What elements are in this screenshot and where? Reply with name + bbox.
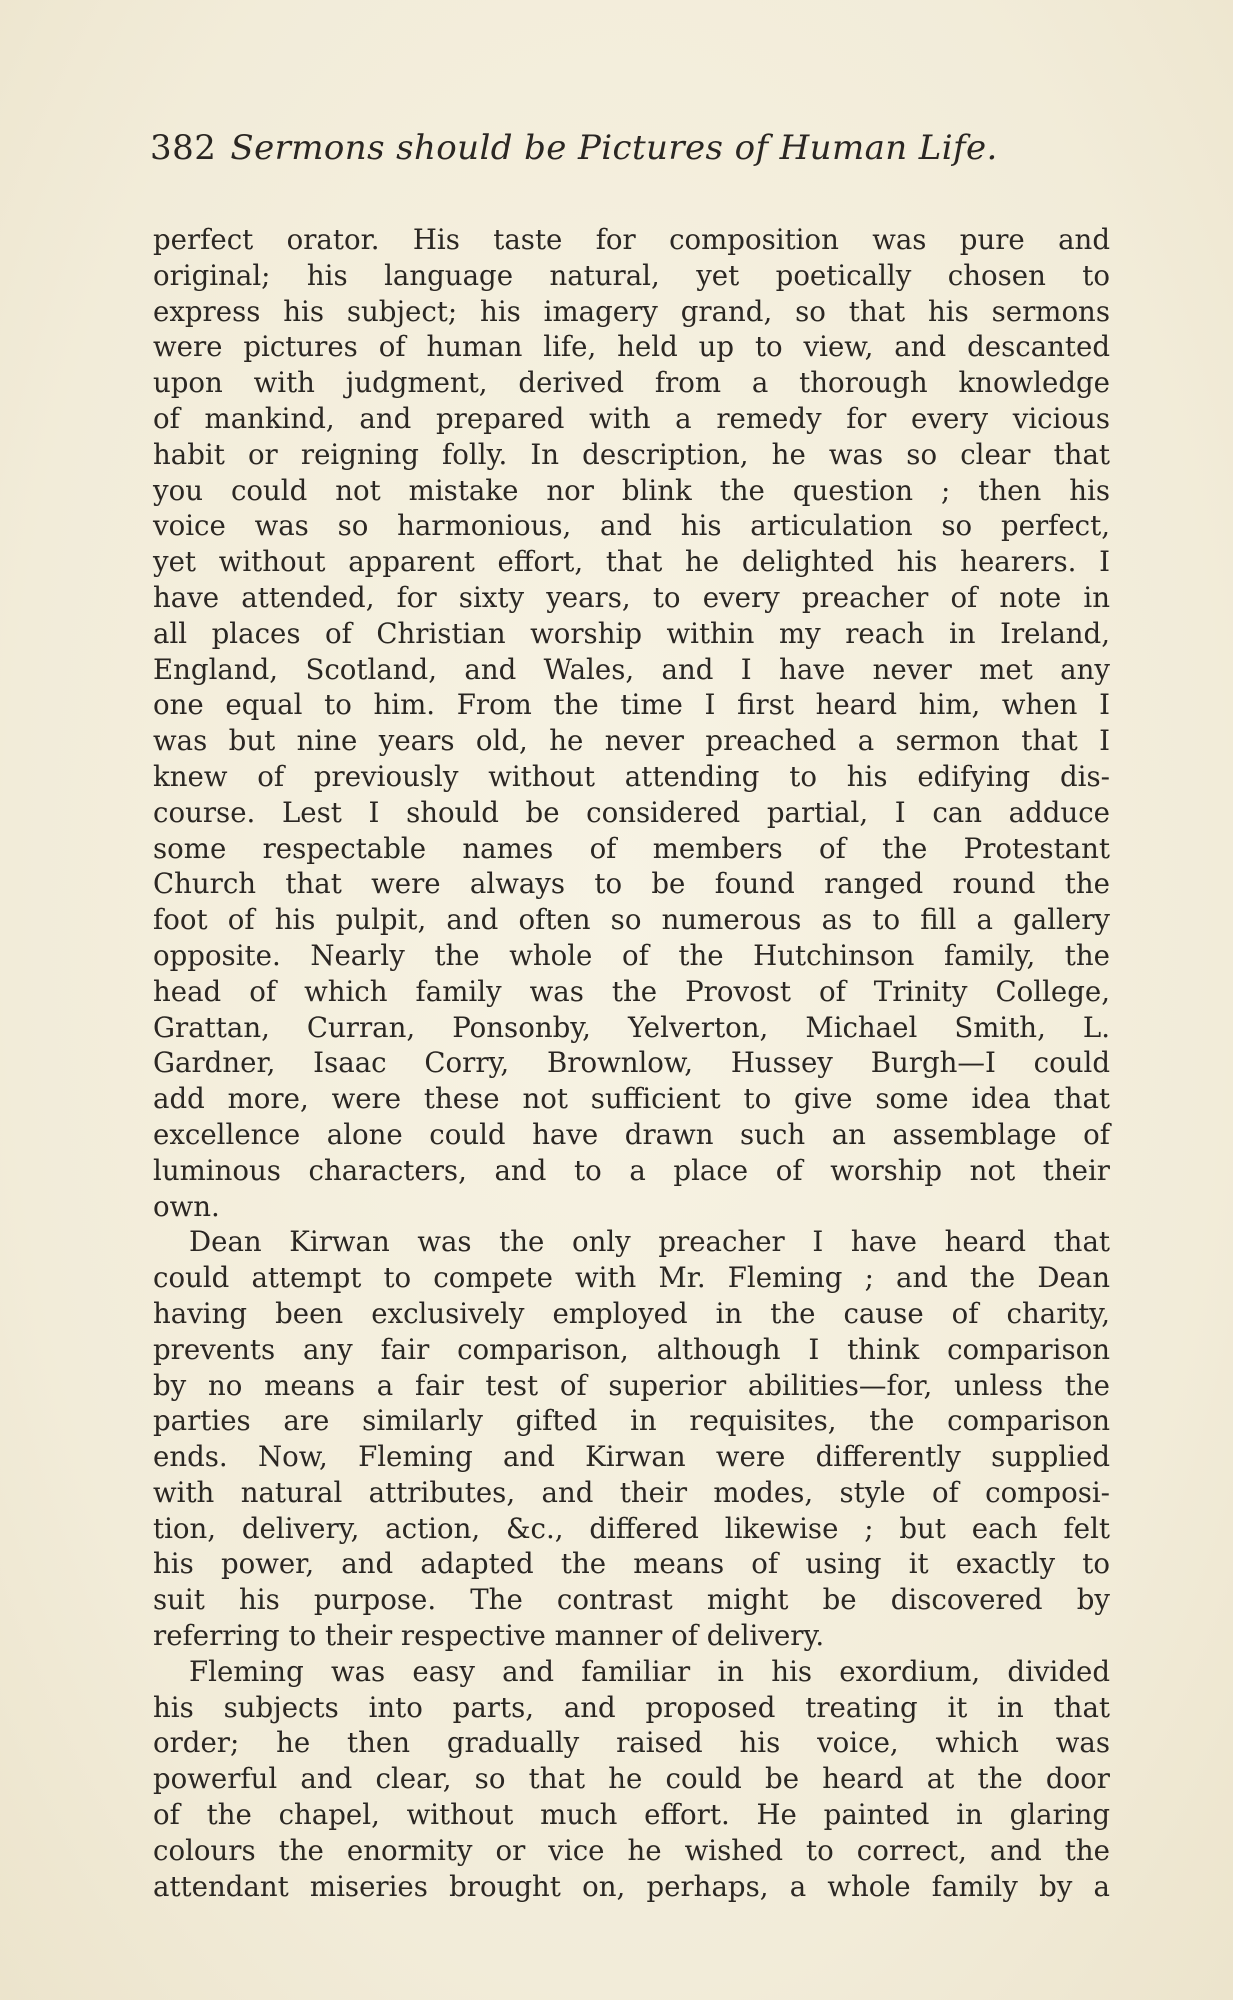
- text-line: suit his purpose. The contrast might be discovered by: [153, 1583, 1110, 1617]
- text-line: order; he then gradually raised his voice, which was: [153, 1726, 1110, 1760]
- text-line: all places of Christian worship within my reach in Ireland,: [153, 616, 1110, 650]
- text-line: one equal to him. From the time I first heard him, when I: [153, 688, 1110, 722]
- text-line: Grattan, Curran, Ponsonby, Yelverton, Michael Smith, L.: [153, 1010, 1110, 1044]
- body-text: [153, 222, 1110, 1904]
- page-header: [150, 128, 1110, 168]
- text-line: were pictures of human life, held up to view, and descanted: [153, 330, 1110, 364]
- text-line: Gardner, Isaac Corry, Brownlow, Hussey Burgh—I could: [153, 1046, 1110, 1080]
- text-line: upon with judgment, derived from a thorough knowledge: [153, 366, 1110, 400]
- text-line: having been exclusively employed in the cause of charity,: [153, 1296, 1110, 1330]
- text-line: parties are similarly gifted in requisites, the comparison: [153, 1404, 1110, 1438]
- text-line: England, Scotland, and Wales, and I have never met any: [153, 652, 1110, 686]
- text-line: ends. Now, Fleming and Kirwan were differently supplied: [153, 1440, 1110, 1474]
- text-line: have attended, for sixty years, to every preacher of note in: [153, 580, 1110, 614]
- text-line: opposite. Nearly the whole of the Hutchinson family, the: [153, 938, 1110, 972]
- text-line: could attempt to compete with Mr. Fleming ; and the Dean: [153, 1261, 1110, 1295]
- text-line: Church that were always to be found ranged round the: [153, 867, 1110, 901]
- text-line: his power, and adapted the means of using it exactly to: [153, 1547, 1110, 1581]
- text-line: excellence alone could have drawn such an assemblage of: [153, 1117, 1110, 1151]
- text-line: habit or reigning folly. In description, he was so clear that: [153, 437, 1110, 471]
- text-line: some respectable names of members of the Protestant: [153, 831, 1110, 865]
- text-line: knew of previously without attending to his edifying dis-: [153, 759, 1110, 793]
- page-number: 382: [150, 128, 217, 168]
- text-line: yet without apparent effort, that he delighted his hearers. I: [153, 545, 1110, 579]
- text-line: by no means a fair test of superior abilities—for, unless the: [153, 1368, 1110, 1402]
- text-line: colours the enormity or vice he wished to correct, and the: [153, 1833, 1110, 1867]
- text-line: attendant miseries brought on, perhaps, a whole family by a: [153, 1869, 1110, 1903]
- text-line: referring to their respective manner of delivery.: [153, 1619, 825, 1653]
- text-line: with natural attributes, and their modes, style of composi-: [153, 1475, 1110, 1509]
- text-line: was but nine years old, he never preached a sermon that I: [153, 724, 1110, 758]
- text-line: foot of his pulpit, and often so numerous as to fill a gallery: [153, 903, 1110, 937]
- text-line: of mankind, and prepared with a remedy for every vicious: [153, 401, 1110, 435]
- text-line: course. Lest I should be considered partial, I can adduce: [153, 795, 1110, 829]
- text-line: his subjects into parts, and proposed treating it in that: [153, 1690, 1110, 1724]
- text-line: Dean Kirwan was the only preacher I have heard that: [189, 1225, 1110, 1259]
- text-line: perfect orator. His taste for composition was pure and: [153, 223, 1110, 256]
- text-line: own.: [153, 1189, 220, 1223]
- text-line: prevents any fair comparison, although I think comparison: [153, 1332, 1110, 1366]
- text-line: express his subject; his imagery grand, so that his sermons: [153, 294, 1110, 328]
- text-line: voice was so harmonious, and his articulation so perfect,: [153, 509, 1110, 543]
- text-line: of the chapel, without much effort. He painted in glaring: [153, 1798, 1110, 1832]
- text-line: tion, delivery, action, &c., differed likewise ; but each felt: [153, 1511, 1110, 1545]
- text-line: original; his language natural, yet poetically chosen to: [153, 258, 1110, 292]
- text-line: add more, were these not sufficient to give some idea that: [153, 1082, 1110, 1116]
- text-line: powerful and clear, so that he could be heard at the door: [153, 1762, 1110, 1796]
- text-line: head of which family was the Provost of Trinity College,: [153, 974, 1110, 1008]
- running-title: Sermons should be Pictures of Human Life.: [230, 128, 998, 168]
- text-line: Fleming was easy and familiar in his exordium, divided: [189, 1654, 1110, 1688]
- text-line: you could not mistake nor blink the question ; then his: [153, 473, 1110, 507]
- text-line: luminous characters, and to a place of worship not their: [153, 1153, 1110, 1187]
